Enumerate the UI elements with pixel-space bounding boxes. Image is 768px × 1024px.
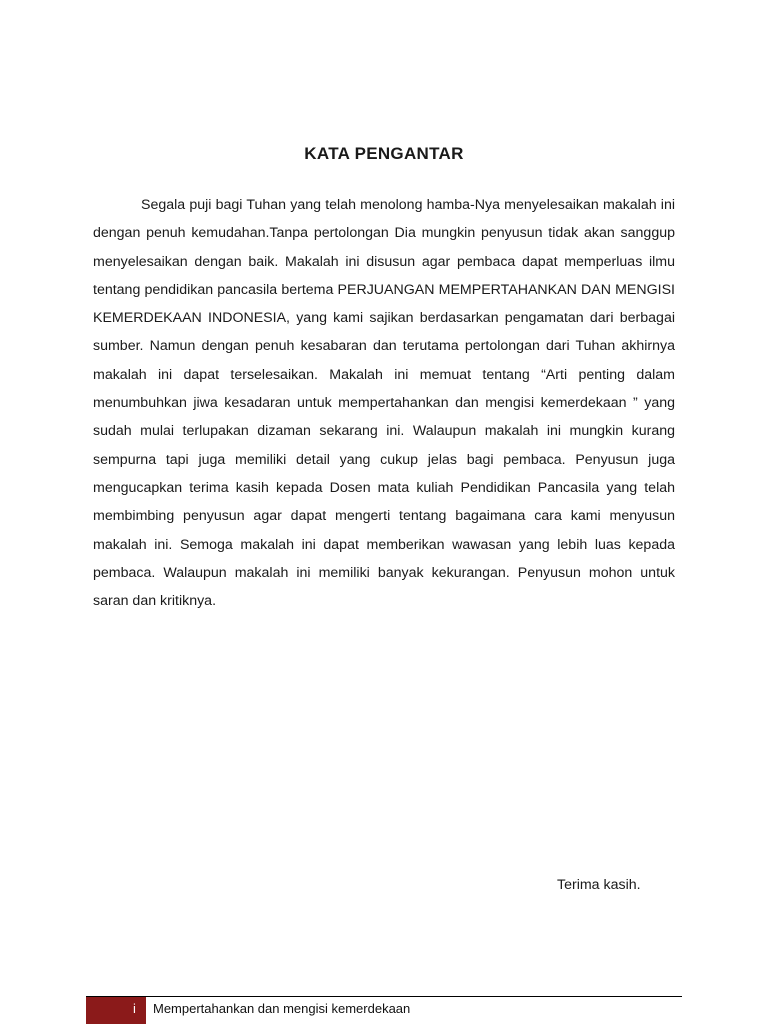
footer-page-box: [86, 997, 146, 1024]
footer-page-number: i: [133, 1001, 136, 1016]
footer-title: Mempertahankan dan mengisi kemerdekaan: [153, 1001, 411, 1016]
footer-divider: [86, 996, 682, 997]
closing-text: Terima kasih.: [557, 877, 641, 893]
body-paragraph: Segala puji bagi Tuhan yang telah menolong hamba-Nya menyelesaikan makalah ini dengan penuh kemudahan.Tanpa pertolongan Dia mungkin penyusun tidak akan sanggup menyelesaikan dengan baik. Makalah ini disusun agar pembaca dapat memperluas ilmu tentang pendidikan pancasila bertema PERJUANGAN MEMPERTAHANKAN DAN MENGISI KEMERDEKAAN INDONESIA, yang kami sajikan berdasarkan pengamatan dari berbagai sumber. Namun dengan penuh kesabaran dan terutama pertolongan dari Tuhan akhirnya makalah ini dapat terselesaikan. Makalah ini memuat tentang “Arti penting dalam menumbuhkan jiwa kesadaran untuk mempertahankan dan mengisi kemerdekaan ” yang sudah mulai terlupakan dizaman sekarang ini. Walaupun makalah ini mungkin kurang sempurna tapi juga memiliki detail yang cukup jelas bagi pembaca. Penyusun juga mengucapkan terima kasih kepada Dosen mata kuliah Pendidikan Pancasila yang telah membimbing penyusun agar dapat mengerti tentang bagaimana cara kami menyusun makalah ini. Semoga makalah ini dapat memberikan wawasan yang lebih luas kepada pembaca. Walaupun makalah ini memiliki banyak kekurangan. Penyusun mohon untuk saran dan kritiknya.: [93, 197, 675, 610]
page-title: KATA PENGANTAR: [304, 144, 464, 163]
